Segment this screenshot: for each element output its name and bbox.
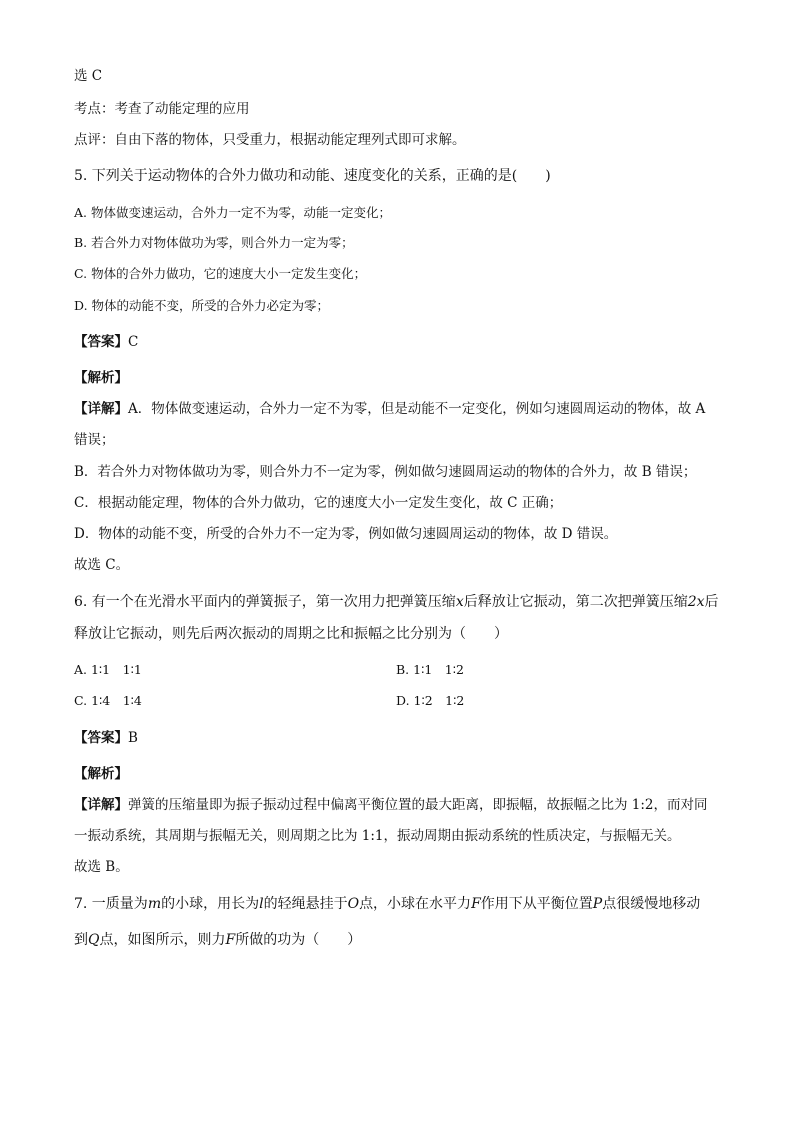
q6-answer-line xyxy=(74,729,138,747)
var-F-2: F xyxy=(225,932,236,948)
q6-option-b: B. 1∶1 1∶2 xyxy=(396,662,464,677)
q6-answer-value: B xyxy=(128,730,138,746)
q6-option-c: C. 1∶4 1∶4 xyxy=(74,693,142,708)
q6-detail-line-2: 一振动系统，其周期与振幅无关，则周期之比为 1:1，振动周期由振动系统的性质决定，与振幅无关。 xyxy=(74,828,681,844)
q5-detail-line-1: 【详解】A．物体做变速运动，合外力一定不为零，但是动能不一定变化，例如匀速圆周运动的物体，故 A xyxy=(74,401,706,417)
q5-detail-line-2: 错误； xyxy=(74,432,115,448)
var-Q: Q xyxy=(88,932,100,948)
q6-option-d: D. 1∶2 1∶2 xyxy=(396,693,465,708)
prev-dianping: 点评：自由下落的物体，只受重力，根据动能定理列式即可求解。 xyxy=(74,132,466,148)
q7-stem-line-2: 到Q点，如图所示，则力F所做的功为（ ） xyxy=(74,932,362,948)
var-x: x xyxy=(455,594,464,610)
q5-answer-value: C xyxy=(128,334,139,350)
var-O: O xyxy=(347,896,360,912)
q6-detail-tag: 【详解】 xyxy=(74,797,128,813)
prev-kaodian: 考点：考查了动能定理的应用 xyxy=(74,101,250,117)
q5-analysis-tag: 【解析】 xyxy=(74,370,128,386)
q6-stem-line-1: 6. 有一个在光滑水平面内的弹簧振子，第一次用力把弹簧压缩x后释放让它振动，第二次把弹簧压缩2x后 xyxy=(74,594,719,610)
prev-answer-line: 选 C xyxy=(74,68,103,84)
q5-stem: 5. 下列关于运动物体的合外力做功和动能、速度变化的关系，正确的是( ) xyxy=(74,168,551,184)
q5-option-c: C. 物体的合外力做功，它的速度大小一定发生变化； xyxy=(74,266,367,281)
q5-detail-line-6: 故选 C。 xyxy=(74,557,130,573)
q5-detail-tag: 【详解】 xyxy=(74,401,128,417)
q6-stem-line-2: 释放让它振动，则先后两次振动的周期之比和振幅之比分别为（ ） xyxy=(74,626,508,642)
q5-answer-line xyxy=(74,333,138,351)
q5-option-d: D. 物体的动能不变，所受的合外力必定为零； xyxy=(74,298,330,313)
var-l: l xyxy=(259,896,264,912)
q6-answer-tag: 【答案】 xyxy=(74,730,128,746)
q5-detail-line-3: B．若合外力对物体做功为零，则合外力不一定为零，例如做匀速圆周运动的物体的合外力，故 B 错误； xyxy=(74,464,697,480)
var-F: F xyxy=(471,896,481,912)
q5-answer-tag: 【答案】 xyxy=(74,334,128,350)
var-2x: 2x xyxy=(687,594,705,610)
q5-detail-line-5: D．物体的动能不变，所受的合外力不一定为零，例如做匀速圆周运动的物体，故 D 错误。 xyxy=(74,526,618,542)
q5-detail-line-4: C．根据动能定理，物体的合外力做功，它的速度大小一定发生变化，故 C 正确； xyxy=(74,495,563,511)
q5-option-a: A. 物体做变速运动，合外力一定不为零，动能一定变化； xyxy=(74,205,391,220)
q6-analysis-tag: 【解析】 xyxy=(74,766,128,782)
q6-detail-line-3: 故选 B。 xyxy=(74,859,129,875)
q7-stem-line-1: 7. 一质量为m的小球，用长为l的轻绳悬挂于O点，小球在水平力F作用下从平衡位置P点很缓慢地移动 xyxy=(74,896,701,912)
q5-option-b: B. 若合外力对物体做功为零，则合外力一定为零； xyxy=(74,235,354,250)
q6-detail-line-1: 【详解】弹簧的压缩量即为振子振动过程中偏离平衡位置的最大距离，即振幅，故振幅之比为 1:2，而对同 xyxy=(74,797,708,813)
var-P: P xyxy=(592,896,603,912)
q6-option-a: A. 1∶1 1∶1 xyxy=(74,662,142,677)
var-m: m xyxy=(147,896,162,912)
